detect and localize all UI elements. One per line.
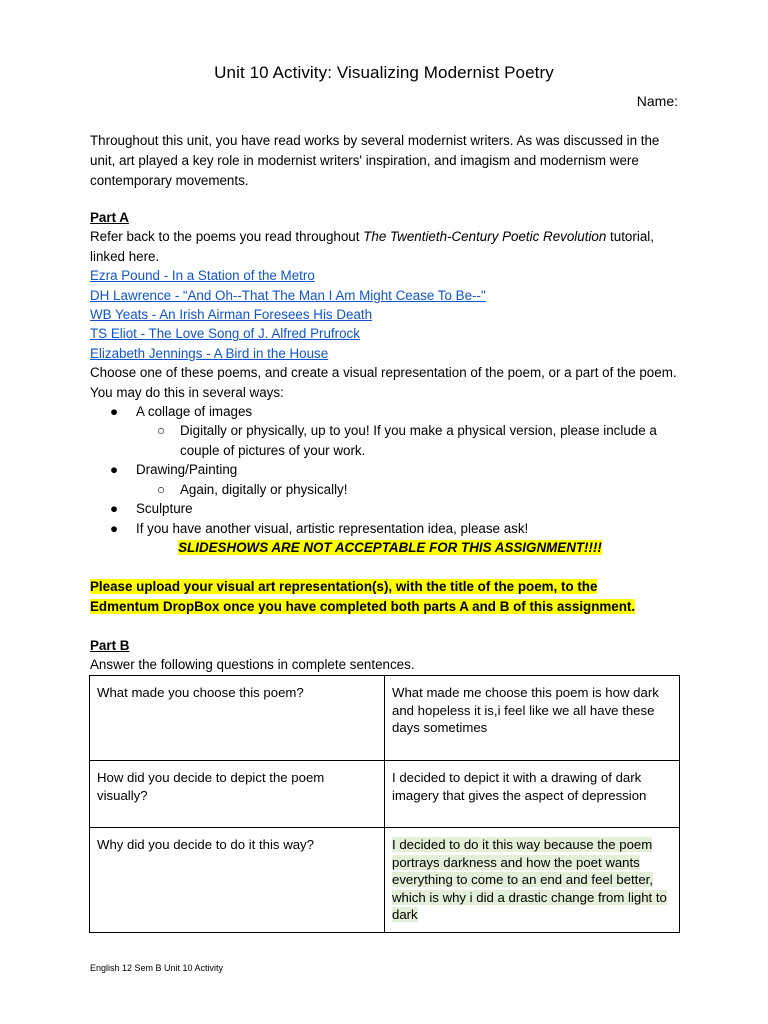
choose-paragraph: Choose one of these poems, and create a visual representation of the poem, or a part of the poem. You may do this in several ways: [90,365,677,400]
table-row [90,676,680,761]
circle-bullet-icon: ○ [157,481,166,497]
link-elizabeth-jennings[interactable]: Elizabeth Jennings - A Bird in the House [90,345,329,361]
answer-cell[interactable] [385,828,680,933]
table-row [90,761,680,828]
list-item [90,402,690,421]
document-title: Unit 10 Activity: Visualizing Modernist Poetry [214,63,554,82]
option-drawing-detail: Again, digitally or physically! [180,481,348,497]
upload-instructions [90,577,690,617]
bullet-icon: ● [110,462,119,478]
option-collage-detail: Digitally or physically, up to you! If you make a physical version, please include a couple of pictures of your work. [180,423,657,458]
refer-text: Refer back to the poems you read throughout [90,229,364,245]
bullet-icon: ● [110,520,119,536]
intro-paragraph: Throughout this unit, you have read works by several modernist writers. As was discussed in the unit, art played a key role in modernist writers' inspiration, and imagism and modernism were contemporary movements. [90,133,660,188]
upload-line-1: Please upload your visual art representation(s), with the title of the poem, to the [90,579,598,594]
refer-text-end: tutorial, linked here. [90,229,654,264]
answer-highlighted-text: I decided to do it this way because the poem portrays darkness and how the poet wants everything to come to an end and feel better, which is why i did a drastic change from light to dark [392,837,667,922]
part-b-heading: Part B [90,638,130,653]
answer-cell[interactable]: What made me choose this poem is how dark and hopeless it is,i feel like we all have these days sometimes [385,676,680,761]
list-item [90,421,690,460]
option-collage: A collage of images [136,404,253,420]
tutorial-title: The Twentieth-Century Poetic Revolution [363,229,607,245]
name-label: Name: [636,93,678,109]
table-row [90,828,680,933]
options-list [90,402,690,421]
warning-text: SLIDESHOWS ARE NOT ACCEPTABLE FOR THIS ASSIGNMENT!!!! [178,539,602,555]
refer-paragraph [90,227,690,266]
question-cell: How did you decide to depict the poem visually? [90,761,385,828]
link-ts-eliot[interactable]: TS Eliot - The Love Song of J. Alfred Prufrock [90,326,360,342]
list-item [90,519,690,538]
circle-bullet-icon: ○ [157,423,166,439]
options-list [90,460,690,479]
bullet-icon: ● [110,501,119,517]
part-a-section [90,208,690,557]
warning-line [90,538,690,557]
bullet-icon: ● [110,404,119,420]
link-dh-lawrence[interactable]: DH Lawrence - “And Oh--That The Man I Am Might Cease To Be--" [90,287,486,303]
part-b-instructions: Answer the following questions in complete sentences. [90,657,415,673]
list-item [90,460,690,479]
part-a-heading: Part A [90,210,129,225]
option-drawing: Drawing/Painting [136,462,238,478]
question-cell: What made you choose this poem? [90,676,385,761]
list-item [90,480,690,499]
sub-options-list [90,480,690,499]
part-b-section [90,636,690,675]
question-cell: Why did you decide to do it this way? [90,828,385,933]
sub-options-list [90,421,690,460]
link-wb-yeats[interactable]: WB Yeats - An Irish Airman Foresees His Death [90,307,373,323]
answer-cell[interactable]: I decided to depict it with a drawing of dark imagery that gives the aspect of depression [385,761,680,828]
qa-table [89,675,680,933]
list-item [90,499,690,518]
options-list [90,499,690,538]
option-sculpture: Sculpture [136,501,193,517]
upload-line-2: Edmentum DropBox once you have completed both parts A and B of this assignment. [90,599,636,614]
page-footer: English 12 Sem B Unit 10 Activity [90,963,224,973]
option-other: If you have another visual, artistic representation idea, please ask! [136,520,529,536]
link-ezra-pound[interactable]: Ezra Pound - In a Station of the Metro [90,268,315,284]
